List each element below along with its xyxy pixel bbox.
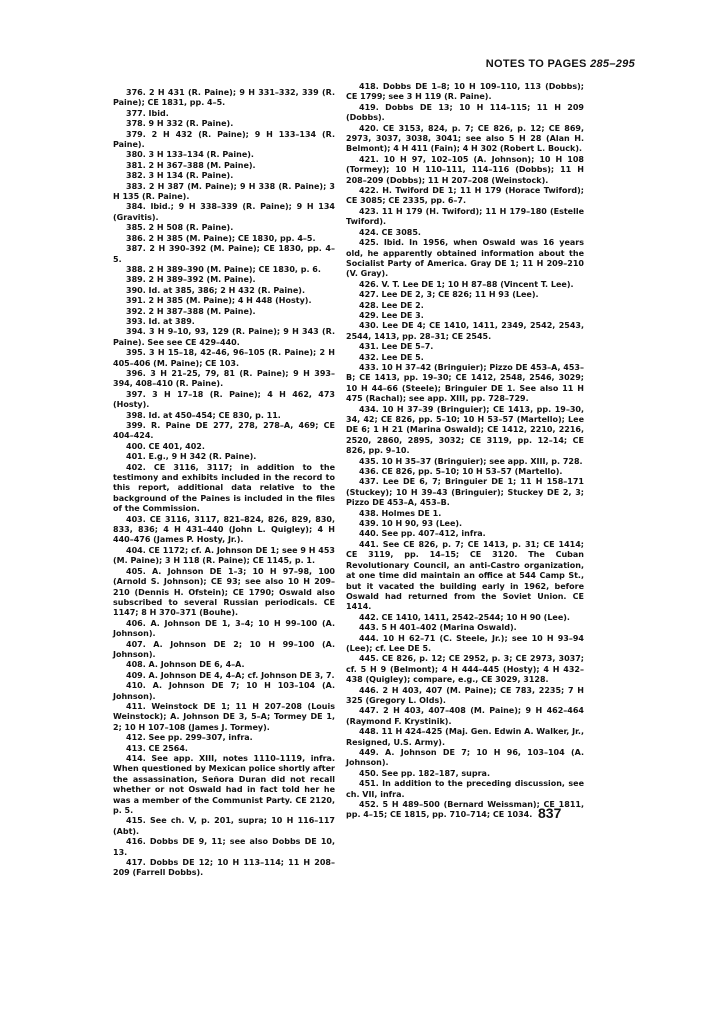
footnote: 388. 2 H 389–390 (M. Paine); CE 1830, p. 6. [126,264,321,274]
footnote: 430. Lee DE 4; CE 1410, 1411, 2349, 2542, 2543, 2544, 1413, pp. 28–31; CE 2545. [346,321,584,341]
footnote: 448. 11 H 424–425 (Maj. Gen. Edwin A. Walker, Jr., Resigned, U.S. Army). [346,727,584,747]
footnote: 433. 10 H 37–42 (Bringuier); Pizzo DE 453–A, 453–B; CE 1413, pp. 19–30; CE 1412, 2548, 2546, 3029; 10 H 44–66 (Steele); Bringuier DE 1. See also 11 H 475 (Rachal); see app. XIII, pp. 728–729. [346,362,584,404]
footnote: 434. 10 H 37–39 (Bringuier); CE 1413, pp. 19–30, 34, 42; CE 826, pp. 5–10; 10 H 53–57 (Martello); Lee DE 6; 1 H 21 (Marina Oswald); CE 1412, 2210, 2216, 2520, 2860, 2895, 3032; CE 3119, pp. 12–14; CE 826, pp. 9–10. [346,404,584,456]
footnote: 382. 3 H 134 (R. Paine). [126,171,234,181]
footnote: 441. See CE 826, p. 7; CE 1413, p. 31; CE 1414; CE 3119, pp. 14–15; CE 3120. The Cuban Revolutionary Council, an anti-Castro organization, at one time did maintain an office at 544 Camp St., but it vacated the building early in 1962, before Oswald had returned from the Soviet Union. CE 1414. [346,539,584,612]
footnote: 422. H. Twiford DE 1; 11 H 179 (Horace Twiford); CE 3085; CE 2335, pp. 6–7. [346,186,584,206]
right-notes-column [346,82,584,821]
footnote: 442. CE 1410, 1411, 2542–2544; 10 H 90 (Lee). [359,612,570,622]
footnote: 376. 2 H 431 (R. Paine); 9 H 331–332, 339 (R. Paine); CE 1831, pp. 4–5. [113,88,335,108]
footnote: 391. 2 H 385 (M. Paine); 4 H 448 (Hosty). [126,296,312,306]
footnote: 393. Id. at 389. [126,316,195,326]
footnote: 416. Dobbs DE 9, 11; see also Dobbs DE 10, 13. [113,837,335,857]
footnote: 432. Lee DE 5. [359,352,424,362]
running-header [465,58,635,70]
footnote: 429. Lee DE 3. [359,310,424,320]
footnote: 398. Id. at 450–454; CE 830, p. 11. [126,410,281,420]
footnote: 414. See app. XIII, notes 1110–1119, infra. When questioned by Mexican police shortly after the assassination, Señora Duran did not recall whether or not Oswald had in fact told her he was a member of the Communist Party. CE 2120, p. 5. [113,754,335,816]
footnote: 449. A. Johnson DE 7; 10 H 96, 103–104 (A. Johnson). [346,748,584,768]
footnote: 443. 5 H 401–402 (Marina Oswald). [359,623,517,633]
footnote: 428. Lee DE 2. [359,300,424,310]
footnote: 452. 5 H 489–500 (Bernard Weissman); CE 1811, pp. 4–15; CE 1815, pp. 710–714; CE 1034. [346,800,584,820]
left-notes-column [113,88,335,879]
footnote: 445. CE 826, p. 12; CE 2952, p. 3; CE 2973, 3037; cf. 5 H 9 (Belmont); 4 H 444–445 (Hosty); 4 H 432–438 (Quigley); compare, e.g., CE 3029, 3128. [346,654,584,685]
footnote: 387. 2 H 390–392 (M. Paine); CE 1830, pp. 4–5. [113,244,335,264]
footnote: 438. Holmes DE 1. [359,508,442,518]
footnote: 401. E.g., 9 H 342 (R. Paine). [126,452,257,462]
footnote: 435. 10 H 35–37 (Bringuier); see app. XIII, p. 728. [359,456,583,466]
footnote: 390. Id. at 385, 386; 2 H 432 (R. Paine). [126,285,305,295]
footnote: 408. A. Johnson DE 6, 4–A. [126,660,245,670]
footnote: 431. Lee DE 5–7. [359,342,434,352]
footnote: 420. CE 3153, 824, p. 7; CE 826, p. 12; CE 869, 2973, 3037, 3038, 3041; see also 5 H 28 (Alan H. Belmont); 4 H 411 (Fain); 4 H 302 (Robert L. Bouck). [346,123,584,154]
footnote: 410. A. Johnson DE 7; 10 H 103–104 (A. Johnson). [113,681,335,701]
footnote: 418. Dobbs DE 1–8; 10 H 109–110, 113 (Dobbs); CE 1799; see 3 H 119 (R. Paine). [346,82,584,102]
footnote: 411. Weinstock DE 1; 11 H 207–208 (Louis Weinstock); A. Johnson DE 3, 5–A; Tormey DE 1, 2; 10 H 107–108 (James J. Tormey). [113,701,335,732]
footnote: 444. 10 H 62–71 (C. Steele, Jr.); see 10 H 93–94 (Lee); cf. Lee DE 5. [346,633,584,653]
footnote: 397. 3 H 17–18 (R. Paine); 4 H 462, 473 (Hosty). [113,389,335,410]
footnote: 392. 2 H 387–388 (M. Paine). [126,306,256,316]
page-number: 837 [538,805,562,821]
footnote: 407. A. Johnson DE 2; 10 H 99–100 (A. Johnson). [113,639,335,659]
header-title: NOTES TO PAGES [485,58,587,70]
footnote: 404. CE 1172; cf. A. Johnson DE 1; see 9 H 453 (M. Paine); 3 H 118 (R. Paine); CE 1145, p. 1. [113,545,335,566]
footnote: 413. CE 2564. [126,743,188,753]
footnote: 412. See pp. 299–307, infra. [126,733,253,743]
footnote: 447. 2 H 403, 407–408 (M. Paine); 9 H 462–464 (Raymond F. Krystinik). [346,706,584,726]
footnote: 436. CE 826, pp. 5–10; 10 H 53–57 (Martello). [359,467,563,477]
footnote: 451. In addition to the preceding discussion, see ch. VII, infra. [346,779,584,799]
footnote: 380. 3 H 133–134 (R. Paine). [126,150,254,160]
footnote: 424. CE 3085. [359,227,421,237]
footnote: 440. See pp. 407–412, infra. [359,529,486,539]
footnote: 415. See ch. V, p. 201, supra; 10 H 116–117 (Abt). [113,816,335,836]
footnote: 405. A. Johnson DE 1–3; 10 H 97–98, 100 (Arnold S. Johnson); CE 93; see also 10 H 209–210 (Dennis H. Ofstein); CE 1790; Oswald also subscribed to several Russian periodicals. CE 1147; 8 H 370–371 (Bouhe). [113,566,335,618]
footnote: 417. Dobbs DE 12; 10 H 113–114; 11 H 208–209 (Farrell Dobbs). [113,858,335,878]
footnote: 402. CE 3116, 3117; in addition to the testimony and exhibits included in the record to this report, additional data relative to the background of the Paines is included in the files of the Commission. [113,462,335,514]
footnote: 384. Ibid.; 9 H 338–339 (R. Paine); 9 H 134 (Gravitis). [113,202,335,222]
footnote: 419. Dobbs DE 13; 10 H 114–115; 11 H 209 (Dobbs). [346,102,584,123]
footnote: 437. Lee DE 6, 7; Bringuier DE 1; 11 H 158–171 (Stuckey); 10 H 39–43 (Bringuier); Stuckey DE 2, 3; Pizzo DE 453–A, 453–B. [346,477,584,508]
footnote: 396. 3 H 21–25, 79, 81 (R. Paine); 9 H 393–394, 408–410 (R. Paine). [113,368,335,389]
footnote: 399. R. Paine DE 277, 278, 278–A, 469; CE 404–424. [113,421,335,441]
footnote: 403. CE 3116, 3117, 821–824, 826, 829, 830, 833, 836; 4 H 431–440 (John L. Quigley); 4 H 440–476 (James P. Hosty, Jr.). [113,514,335,545]
footnote: 427. Lee DE 2, 3; CE 826; 11 H 93 (Lee). [359,290,539,300]
footnote: 389. 2 H 389–392 (M. Paine). [126,275,256,285]
header-page-range: 285–295 [590,58,635,70]
footnote: 426. V. T. Lee DE 1; 10 H 87–88 (Vincent T. Lee). [359,279,574,289]
footnote: 378. 9 H 332 (R. Paine). [126,119,234,129]
footnote: 383. 2 H 387 (M. Paine); 9 H 338 (R. Paine); 3 H 135 (R. Paine). [113,181,335,202]
footnote: 409. A. Johnson DE 4, 4–A; cf. Johnson DE 3, 7. [126,670,335,680]
footnote: 386. 2 H 385 (M. Paine); CE 1830, pp. 4–5. [126,233,316,243]
footnote: 425. Ibid. In 1956, when Oswald was 16 years old, he apparently obtained information about the Socialist Party of America. Gray DE 1; 11 H 209–210 (V. Gray). [346,238,584,279]
footnote: 406. A. Johnson DE 1, 3–4; 10 H 99–100 (A. Johnson). [113,618,335,639]
footnote: 423. 11 H 179 (H. Twiford); 11 H 179–180 (Estelle Twiford). [346,206,584,227]
footnote: 450. See pp. 182–187, supra. [359,768,490,778]
footnote: 379. 2 H 432 (R. Paine); 9 H 133–134 (R. Paine). [113,129,335,150]
footnote: 377. Ibid. [126,108,169,118]
footnote: 394. 3 H 9–10, 93, 129 (R. Paine); 9 H 343 (R. Paine). See see CE 429–440. [113,327,335,347]
footnote: 385. 2 H 508 (R. Paine). [126,223,234,233]
footnote: 421. 10 H 97, 102–105 (A. Johnson); 10 H 108 (Tormey); 10 H 110–111, 114–116 (Dobbs); 11 H 208–209 (Dobbs); 11 H 207–208 (Weinstock). [346,154,584,185]
footnote: 400. CE 401, 402. [126,441,205,451]
footnote: 395. 3 H 15–18, 42–46, 96–105 (R. Paine); 2 H 405–406 (M. Paine); CE 103. [113,348,335,368]
footnote: 446. 2 H 403, 407 (M. Paine); CE 783, 2235; 7 H 325 (Gregory L. Olds). [346,685,584,705]
footnote: 381. 2 H 367–388 (M. Paine). [126,160,256,170]
footnote: 439. 10 H 90, 93 (Lee). [359,519,463,529]
